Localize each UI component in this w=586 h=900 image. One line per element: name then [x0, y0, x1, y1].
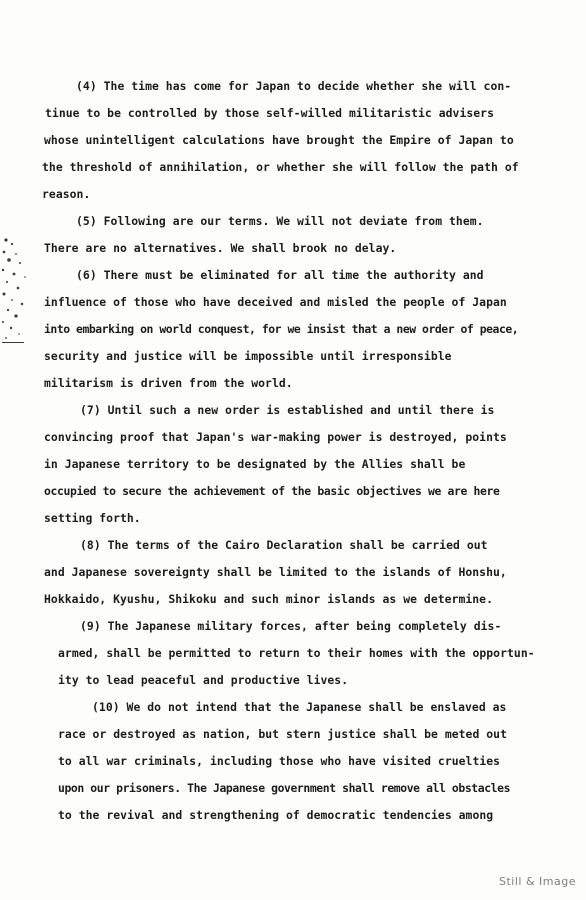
text-line: upon our prisoners. The Japanese government shall remove all obstacles	[58, 781, 511, 795]
text-line: race or destroyed as nation, but stern justice shall be meted out	[58, 727, 508, 741]
text-line: (4) The time has come for Japan to decide whether she will con-	[76, 79, 512, 93]
text-line: influence of those who have deceived and misled the people of Japan	[44, 295, 507, 309]
text-line: armed, shall be permitted to return to their homes with the opportun-	[58, 646, 535, 660]
text-line: tinue to be controlled by those self-willed militaristic advisers	[45, 106, 495, 120]
text-line: ity to lead peaceful and productive lives.	[58, 673, 349, 687]
text-line: whose unintelligent calculations have brought the Empire of Japan to	[44, 133, 514, 147]
text-line: (8) The terms of the Cairo Declaration shall be carried out	[80, 538, 488, 552]
scan-watermark: Still & Image	[499, 875, 576, 888]
text-line: to the revival and strengthening of democratic tendencies among	[58, 808, 494, 822]
text-line: militarism is driven from the world.	[44, 376, 293, 390]
text-line: There are no alternatives. We shall brook no delay.	[44, 241, 397, 255]
text-line: into embarking on world conquest, for we insist that a new order of peace,	[44, 322, 519, 336]
text-line: the threshold of annihilation, or whether she will follow the path of	[42, 160, 519, 174]
text-line: and Japanese sovereignty shall be limited to the islands of Honshu,	[44, 565, 507, 579]
text-line: occupied to secure the achievement of the basic objectives we are here	[44, 484, 500, 498]
ink-smudge-mark	[0, 230, 34, 350]
text-line: setting forth.	[44, 511, 141, 525]
text-line: (6) There must be eliminated for all time the authority and	[76, 268, 484, 282]
text-line: convincing proof that Japan's war-making power is destroyed, points	[44, 430, 507, 444]
text-line: security and justice will be impossible until irresponsible	[44, 349, 452, 363]
text-line: Hokkaido, Kyushu, Shikoku and such minor islands as we determine.	[44, 592, 494, 606]
text-line: (9) The Japanese military forces, after being completely dis-	[80, 619, 502, 633]
text-line: (10) We do not intend that the Japanese shall be enslaved as	[92, 700, 507, 714]
text-line: reason.	[42, 187, 91, 201]
text-line: to all war criminals, including those who have visited cruelties	[58, 754, 501, 768]
text-line: (7) Until such a new order is established and until there is	[80, 403, 495, 417]
text-line: in Japanese territory to be designated by the Allies shall be	[44, 457, 466, 471]
text-line: (5) Following are our terms. We will not deviate from them.	[76, 214, 484, 228]
